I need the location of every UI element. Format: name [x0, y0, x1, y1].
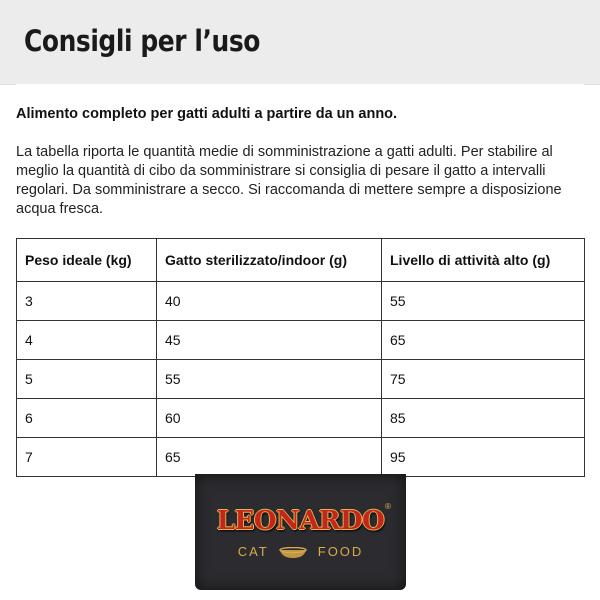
cell-high-activity: 75 — [382, 360, 585, 399]
cell-high-activity: 95 — [382, 438, 585, 477]
content-area — [16, 84, 584, 468]
header-band — [0, 0, 600, 85]
cell-sterilized: 55 — [157, 360, 382, 399]
table-row — [17, 399, 585, 438]
table-header-row — [17, 239, 585, 282]
cell-high-activity: 55 — [382, 282, 585, 321]
brand-logo-wordmark: LEONARDO — [216, 506, 385, 536]
table-row — [17, 360, 585, 399]
registered-mark: ® — [385, 502, 391, 511]
cell-sterilized: 60 — [157, 399, 382, 438]
cell-high-activity: 85 — [382, 399, 585, 438]
food-bowl-icon — [278, 547, 308, 559]
logo-sub-left: CAT — [237, 544, 269, 559]
logo-sub-right: FOOD — [317, 544, 364, 559]
cell-sterilized: 40 — [157, 282, 382, 321]
header-high-activity: Livello di attività alto (g) — [382, 239, 585, 282]
cell-sterilized: 65 — [157, 438, 382, 477]
intro-paragraph: La tabella riporta le quantità medie di somministrazione a gatti adulti. Per stabilire al meglio la quantità di cibo da somministrare si consiglia di pesare il gatto a intervalli regolari. Da somministrare a secco. Si raccomanda di mettere sempre a disposizione acqua fresca. — [16, 144, 562, 217]
cell-sterilized: 45 — [157, 321, 382, 360]
cell-weight: 3 — [17, 282, 157, 321]
header-sterilized: Gatto sterilizzato/indoor (g) — [157, 239, 382, 282]
cell-weight: 6 — [17, 399, 157, 438]
table-row — [17, 438, 585, 477]
cell-high-activity: 65 — [382, 321, 585, 360]
brand-logo-panel — [195, 474, 406, 590]
cell-weight: 4 — [17, 321, 157, 360]
header-weight: Peso ideale (kg) — [17, 239, 157, 282]
page-title: Consigli per l’uso — [24, 24, 260, 58]
feeding-table — [16, 238, 585, 477]
brand-logo-subtitle — [195, 544, 406, 559]
cell-weight: 5 — [17, 360, 157, 399]
table-row — [17, 282, 585, 321]
cell-weight: 7 — [17, 438, 157, 477]
intro-heading: Alimento completo per gatti adulti a partire da un anno. — [16, 106, 398, 122]
table-row — [17, 321, 585, 360]
